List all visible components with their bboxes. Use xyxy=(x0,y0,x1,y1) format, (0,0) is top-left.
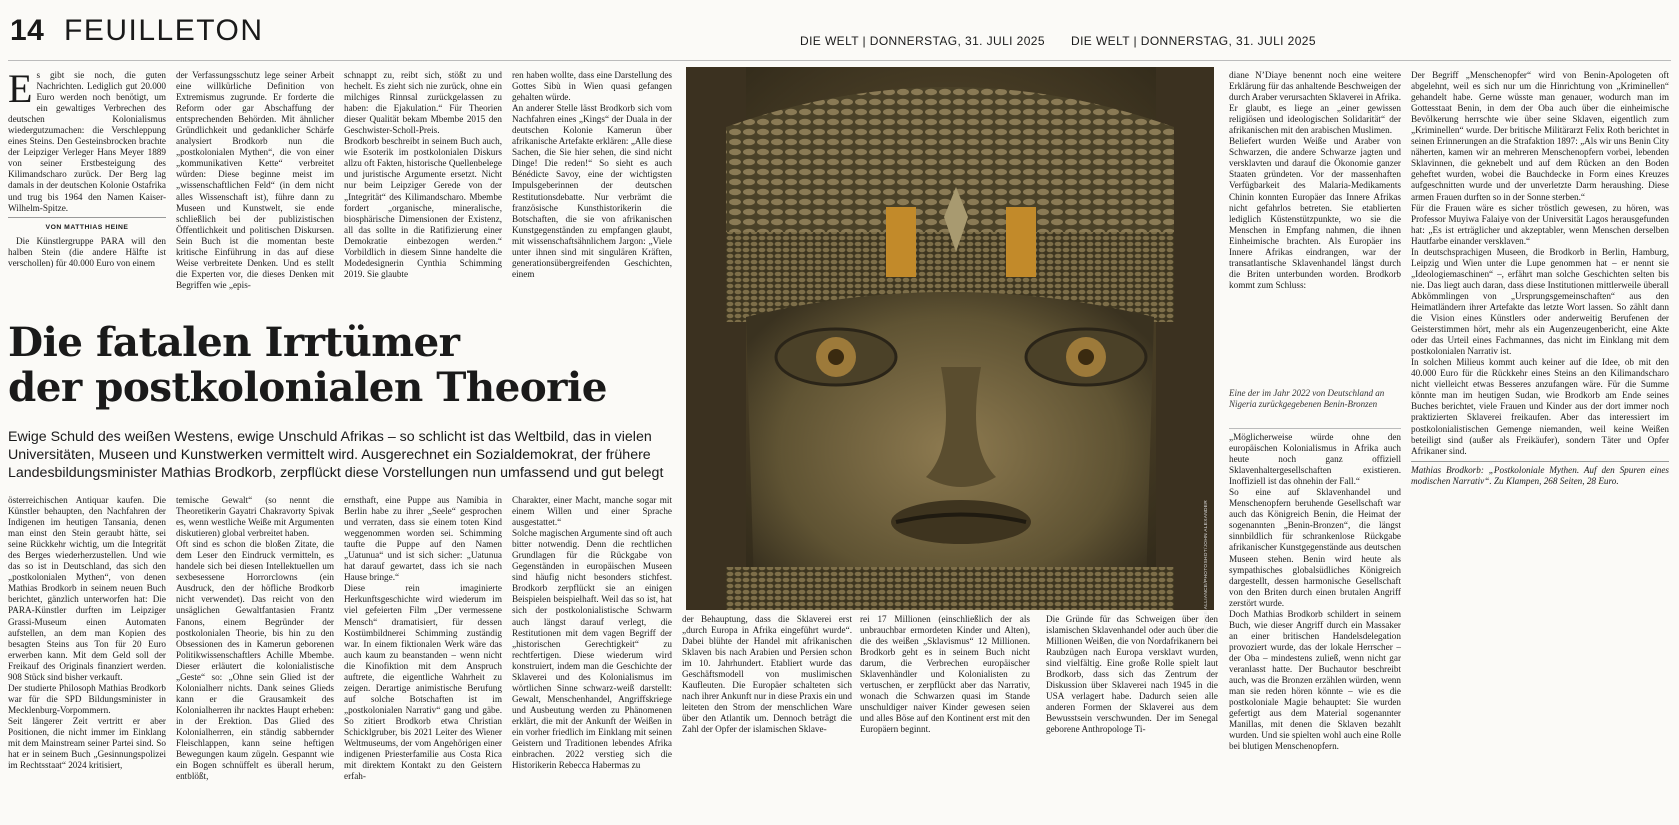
paragraph: der Behauptung, dass die Sklaverei erst „durch Europa in Afrika eingeführt wurde“. Dabei blühte der Handel mit afrikanischen Sklaven bis nach Arabien und Persien schon im 10. Jahrhundert. Etabliert wurde das Geschäftsmodell von muslimischen Kaufleuten. Die Europäer schalteten sich nach ihrer Ankunft nur in diese Praxis ein und leiteten den Strom der menschlichen Ware über den Atlantik um. Dennoch beträgt die Zahl der Opfer der islamischen Sklave- xyxy=(682,614,852,735)
paragraph: rei 17 Millionen (einschließlich der als unbrauchbar ermordeten Kinder und Alten), die des weißen „Sklavismus“ 12 Millionen. Brodkorb geht es in seinem Buch nicht darum, die Verbrechen europäischer Sklavenhändler und Kolonialisten zu vertuschen, er zerpflückt aber das Narrativ, wonach die Schwarzen quasi im Stande unschuldiger naiver Kinder gewesen seien und alles Böse auf den Kontinent erst mit den Europäern beginnt. xyxy=(860,614,1030,735)
paragraph: Die Gründe für das Schweigen über den islamischen Sklavenhandel oder auch über die Millionen Weißen, die von Nordafrikanern bei Raubzügen nach Europa versklavt wurden, sind vielfältig. Eine große Rolle spielt laut Brodkorb, dass sich das Zentrum der Diskussion über Sklaverei nach 1945 in die USA verlagert habe. Dadurch seien alle anderen Formen der Sklaverei aus dem Bewusstsein verschwunden. Der im Senegal geborene Anthropologe Ti- xyxy=(1046,614,1218,735)
headline xyxy=(8,320,678,410)
column-4-top xyxy=(512,70,672,314)
paragraph: Charakter, einer Macht, manche sogar mit einem Willen und einer Sprache ausgestattet.“ Solche magischen Argumente sind oft auch bitter notwendig. Denn die rechtlichen Grundlagen für die Rückgabe von Gegenständen in europäischen Museen sind häufig nicht besonders stichfest. Brodkorb zerpflückt sie an einigen Beispielen beispielhaft. Weil das so ist, hat sich der postkolonialistische Schwarm auch längst darauf verlegt, die Restitutionen mit dem vagen Begriff der „historischen Gerechtigkeit“ zu rechtfertigen. Diese wiederum wird konstruiert, indem man die Geschichte der Sklaverei und des Kolonialismus im wörtlichen Sinne schwarz-weiß darstellt: Gewalt, Menschenhandel, Angriffskriege und Ausbeutung werden zu Phänomenen erklärt, die mit der Ankunft der Weißen in ein vorher friedlich im Einklang mit seinen Geistern und Traditionen lebendes Afrika einbrachen. 2022 verstieg sich die Historikerin Rebecca Habermas zu xyxy=(512,495,672,771)
byline: VON MATTHIAS HEINE xyxy=(8,217,166,233)
column-3-bottom xyxy=(344,495,502,820)
bronze-head-illustration xyxy=(686,67,1214,610)
column-7-bottom xyxy=(1046,614,1218,820)
column-7-top xyxy=(1229,70,1401,370)
caption-rule xyxy=(1229,428,1401,429)
column-5-bottom xyxy=(682,614,852,820)
paragraph: der Verfassungsschutz lege seiner Arbeit eine willkürliche Definition von Extremismus zugrunde. Er forderte die Reform oder gar Abschaffung der entsprechenden Behörden. Mit ähnlicher Gründlichkeit und gedanklicher Schärfe analysiert Brodkorb nun die „postkolonialen Mythen“, die von einer „kommunikativen Kette“ verbreitet würden: Diese beginne meist im „wissenschaftlichen Feld“ (in dem nicht alles Wissenschaft ist), führe dann zu Museen und Kunstwelt, sie ende schließlich bei der publizistischen Öffentlichkeit und politischen Diskursen. Sein Buch ist die momentan beste kritische Einführung in das auf diese Weise verbreitete Denken. Und es stellt die Experten vor, die dieses Denken mit Begriffen wie „epis- xyxy=(176,70,334,290)
paragraph: diane N’Diaye benennt noch eine weitere Erklärung für das anhaltende Beschweigen der durch Araber verursachten Sklaverei in Afrika. Er glaubt, es liege an „einer gewissen religiösen und ideologischen Solidarität“ der afrikanischen mit den arabischen Muslimen. Beliefert wurden Weiße und Araber von Schwarzen, die andere Schwarze jagten und versklavten und darauf die Ökonomie ganzer Staaten gründeten. Vor der massenhaften Verfügbarkeit des Malaria-Medikaments Chinin konnten Europäer das Innere Afrikas nicht gefahrlos betreten. Sie etablierten lediglich Küstenstützpunkte, wo sie die Menschen in Empfang nahmen, die ihnen Einheimische brachten. Als Europäer ins Innere Afrikas eindrangen, war der transatlantische Sklavenhandel längst durch die Briten unterbunden worden. Brodkorb kommt zum Schluss: xyxy=(1229,70,1401,290)
paragraph: ren haben wollte, dass eine Darstellung des Gottes Sibù in Wien quasi gefangen gehalten würde. An anderer Stelle lässt Brodkorb sich vom Nachfahren eines „Kings“ der Duala in der deutschen Kolonie Kamerun über afrikanische Artefakte erklären: „Alle diese Sachen, die Sie hier sehen, die sind nicht Dinge! Die reden!“ So sieht es auch Bénédicte Savoy, eine der wichtigsten Impulsgeberinnen der deutschen Restitutionsdebatte. Nur verbrämt die französische Kunsthistorikerin die Botschaften, die sie von afrikanischen Kunstgegenständen zu empfangen glaubt, mit wissenschaftsähnlichem Jargon: „Viele unter ihnen sind mit singulären Kräften, generationsübergreifenden Geschichten, einem xyxy=(512,70,672,279)
column-2-bottom xyxy=(176,495,334,820)
column-1-top xyxy=(8,66,166,314)
section-title: FEUILLETON xyxy=(64,14,264,47)
top-rule xyxy=(8,60,1671,61)
photo-credit: PICTURE ALLIANCE/PHOTOSHOT/JOHN ALEXANDER xyxy=(1204,500,1209,634)
dateline-left: DIE WELT | DONNERSTAG, 31. JULI 2025 xyxy=(800,34,1045,48)
column-1-bottom xyxy=(8,495,166,820)
column-6-bottom xyxy=(860,614,1030,820)
column-2-top xyxy=(176,70,334,314)
paragraph: österreichischen Antiquar kaufen. Die Künstler behaupten, den Nachfahren der Indigenen im heutigen Tansania, denen man einst den Stein geraubt hätte, sei seine Rückkehr wichtig, um die Integrität des Berges wiederherzustellen. Und wie das so ist in Deutschland, das sich den „postkolonialen Mythen“, von denen Mathias Brodkorb in seinem neuen Buch berichtet, gänzlich unterworfen hat: Die PARA-Künstler durften im Leipziger Grassi-Museum einen Automaten aufstellen, an dem man Kopien des besagten Steins aus Ton für 20 Euro erwerben kann. Mit dem Geld soll der Freikauf des Originals finanziert werden. 908 Stück sind bisher verkauft. Der studierte Philosoph Mathias Brodkorb war für die SPD Bildungsminister in Mecklenburg-Vorpommern. Seit längerer Zeit vertritt er aber Positionen, die nicht immer im Einklang mit dem Mainstream seiner Partei sind. So hat er in seinem Buch „Gesinnungspolizei im Rechtsstaat“ 2024 kritisiert, xyxy=(8,495,166,771)
page-number: 14 xyxy=(10,14,45,47)
book-note: Mathias Brodkorb: „Postkoloniale Mythen. Auf den Spuren eines modischen Narrativ“. Zu Klampen, 268 Seiten, 28 Euro. xyxy=(1411,461,1669,487)
column-3-top xyxy=(344,70,502,314)
paragraph: Die Künstlergruppe PARA will den halben Stein (die andere Hälfte ist verschollen) für 40.000 Euro von einem xyxy=(8,235,166,268)
column-7-mid xyxy=(1229,432,1401,752)
photo-caption: Eine der im Jahr 2022 von Deutschland an Nigeria zurückgegebenen Benin-Bronzen xyxy=(1229,388,1385,409)
dek: Ewige Schuld des weißen Westens, ewige Unschuld Afrikas – so schlicht ist das Weltbild, das in vielen Universitäten, Museen und Kunstwerken vermittelt wird. Ausgerechnet ein Sozialdemokrat, der frühere Landesbildungsminister Mathias Brodkorb, zerpflückt diese Vorstellungen nun umfassend und gut belegt xyxy=(8,429,664,482)
paragraph: ernsthaft, eine Puppe aus Namibia in Berlin habe zu ihrer „Seele“ gesprochen und verraten, dass sie einem toten Kind weggenommen worden sei. Schimming taufte die Puppe auf den Namen „Uatunua“ und ist sich sicher: „Uatunua hat darauf gewartet, dass ich sie nach Hause bringe.“ Diese rein imaginierte Herkunftsgeschichte wird wiederum im viel gefeierten Film „Der vermessene Mensch“ dramatisiert, für dessen Kostümbildnerei Schimming zuständig war. In einem fiktionalen Werk wäre das auch kaum zu beanstanden – wenn nicht die Kinofiktion mit dem Anspruch auftrete, die eigentliche Wahrheit zu zeigen. Derartige animistische Berufung auf solche Botschaften ist im „postkolonialen Narrativ“ gang und gäbe. So zitiert Brodkorb etwa Christian Schicklgruber, bis 2021 Leiter des Wiener Weltmuseums, der vom Angehörigen einer indigenen Priesterfamilie aus Costa Rica mit direktem Kontakt zu den Geistern erfah- xyxy=(344,495,502,782)
headline-line-1: Die fatalen Irrtümer xyxy=(8,318,460,366)
headline-line-2: der postkolonialen Theorie xyxy=(8,363,607,411)
column-4-bottom xyxy=(512,495,672,820)
masthead xyxy=(0,0,1679,56)
paragraph: Der Begriff „Menschenopfer“ wird von Benin-Apologeten oft abgelehnt, weil es sich nur um die Hinrichtung von „Kriminellen“ gehandelt habe. Gerne wüsste man genauer, wodurch man im Gottesstaat Benin, in dem der Oba auch über die einheimische Bevölkerung herrschte wie über seine Sklaven, eigentlich zum „Kriminellen“ wurde. Der britische Militärarzt Felix Roth berichtet in seinen Erinnerungen an die Strafaktion 1897: „Als wir uns Benin City näherten, kamen wir an mehreren Menschenopfern vorbei, lebenden Sklavinnen, die geknebelt und auf dem Rücken an den Boden geheftet wurden, wobei die Bauchdecke in Form eines Kreuzes aufgeschnitten wurde und der unverletzte Darm heraushing. Diese armen Frauen durften so in der Sonne sterben.“ Für die Frauen wäre es sicher tröstlich gewesen, zu hören, was Professor Muyiwa Falaiye von der Universität Lagos herausgefunden hat: „Es ist erträglicher und akzeptabler, wenn Menschen derselben Hautfarbe einander versklaven.“ In deutschsprachigen Museen, die Brodkorb in Berlin, Hamburg, Leipzig und Wien unter die Lupe genommen hat – er nennt sie „Ideologiemaschinen“ –, erfährt man solche Geschichten selten bis nie. Das liegt auch daran, dass diese Institutionen mittlerweile überall Abkömmlingen von „Ursprungsgemeinschaften“ aus den Heimatländern ihrer Artefakte das letzte Wort lassen. So zählt dann die Vision eines Künstlers oder anderweitig Berufenen der Geisterstimmen hört, mehr als ein Augenzeugenbericht, eine Akte oder das Urteil eines Fachmannes, das nicht im Einklang mit dem postkolonialen Narrativ ist. In solchen Milieus kommt auch keiner auf die Idee, ob mit den 40.000 Euro für die Rückkehr eines Steins an den Kilimandscharo nicht vielleicht etwas Besseres anzufangen wäre. Für die Summe könnte man im heutigen Sudan, wie Brodkorb am Ende seines Buches berichtet, viele Frauen und Kinder aus der dort immer noch praktizierten Sklaverei freikaufen. Aber das interessiert im postkolonialistischen Gemenge niemanden, weil keine Weißen beteiligt sind (außer als Freikäufer), sondern Täter und Opfer Afrikaner sind. xyxy=(1411,70,1669,456)
benin-bronze-photo xyxy=(686,67,1214,610)
drop-cap: E xyxy=(8,66,33,111)
column-8 xyxy=(1411,70,1669,820)
paragraph: temische Gewalt“ (so nennt die Theoretikerin Gayatri Chakravorty Spivak es, wenn westliche Weiße mit Argumenten diskutieren) global verbreitet haben. Oft sind es schon die bloßen Zitate, die dem Leser den Eindruck vermitteln, es handele sich bei diesen Intellektuellen um sexbesessene Horrorclowns (ein Ausdruck, den der höfliche Brodkorb nicht verwendet). Das reicht von den unsäglichen Gewaltfantasien Frantz Fanons, einem Begründer der postkolonialen Theorie, bis hin zu den Obsessionen des in Kamerun geborenen Politikwissenschaftlers Achille Mbembe. Dieser erläutert die kolonialistische „Geste“ so: „Ohne sein Glied ist der Kolonialherr nichts. Dank seines Glieds kann er die Grausamkeit des Kolonialherren ihr nacktes Haupt erheben: in der Erektion. Das Glied des Kolonialherren, ein ständig sabbernder Fleischlappen, kann seine heftigen Bewegungen kaum zügeln. Gespannt wie ein Bogen schnüffelt es überall herum, entblößt, xyxy=(176,495,334,782)
dateline-right: DIE WELT | DONNERSTAG, 31. JULI 2025 xyxy=(1071,34,1316,48)
paragraph: schnappt zu, reibt sich, stößt zu und hechelt. Es zieht sich nie zurück, ohne ein milchiges Rinnsal zurückgelassen zu haben: die Ejakulation.“ Für Theorien dieser Qualität bekam Mbembe 2015 den Geschwister-Scholl-Preis. Brodkorb beschreibt in seinem Buch auch, wie Esoterik im postkolonialen Diskurs allzu oft Fakten, historische Quellenbelege und juristische Argumente ersetzt. Nicht nur beim Leipziger Gerede von der „Integrität“ des Kilimandscharo. Mbembe fordert „organische, mineralische, biosphärische Dimensionen der Existenz, all das sollte in die Ratifizierung einer Demokratie einbezogen werden.“ Vorbildlich in diesem Sinne handelte die Modedesignerin Cynthia Schimming 2019. Sie glaubte xyxy=(344,70,502,279)
lead-paragraph: s gibt sie noch, die guten Nachrichten. Lediglich gut 20.000 Euro werden noch benötigt, um ein gewaltiges Verbrechen des deutschen Kolonialismus wiedergutzumachen: die Verschleppung eines Steins. Den Gesteinsbrocken brachte der Leipziger Verleger Hans Meyer 1889 von seiner Erstbesteigung des Kilimandscharo zurück. Der Berg lag damals in der deutschen Kolonie Ostafrika und trug bis 1964 den Namen Kaiser-Wilhelm-Spitze. xyxy=(8,70,166,213)
paragraph: „Möglicherweise würde ohne den europäischen Kolonialismus in Afrika auch heute noch ganz offiziell Sklavenhaltergesellschaften existieren. Inoffiziell ist das ohnehin der Fall.“ So eine auf Sklavenhandel und Menschenopfern beruhende Gesellschaft war auch das Königreich Benin, die Heimat der sogenannten „Benin-Bronzen“, die längst sinnbildlich für schrankenlose Rückgabe afrikanischer Kunstgegenstände aus deutschen Museen stehen. Benin wird heute als sympathisches globalsüdliches Königreich dargestellt, dessen harmonische Gesellschaft von den Briten durch einen brutalen Angriff zerstört wurde. Doch Mathias Brodkorb schildert in seinem Buch, wie dieser Angriff durch ein Massaker an einer britischen Handelsdelegation provoziert wurde, das der lokale Herrscher – der Oba – mindestens zuließ, wenn nicht gar veranlasst hatte. Der Buchautor beschreibt auch, was die Bronzen erzählen würden, wenn man sie reden hören könnte – wie es die postkoloniale Magie behauptet: Sie wurden gefertigt aus dem Material sogenannter Manillas, mit denen die Sklaven bezahlt wurden. Und sie spielten wohl auch eine Rolle bei blutigen Menschenopfern. xyxy=(1229,432,1401,752)
